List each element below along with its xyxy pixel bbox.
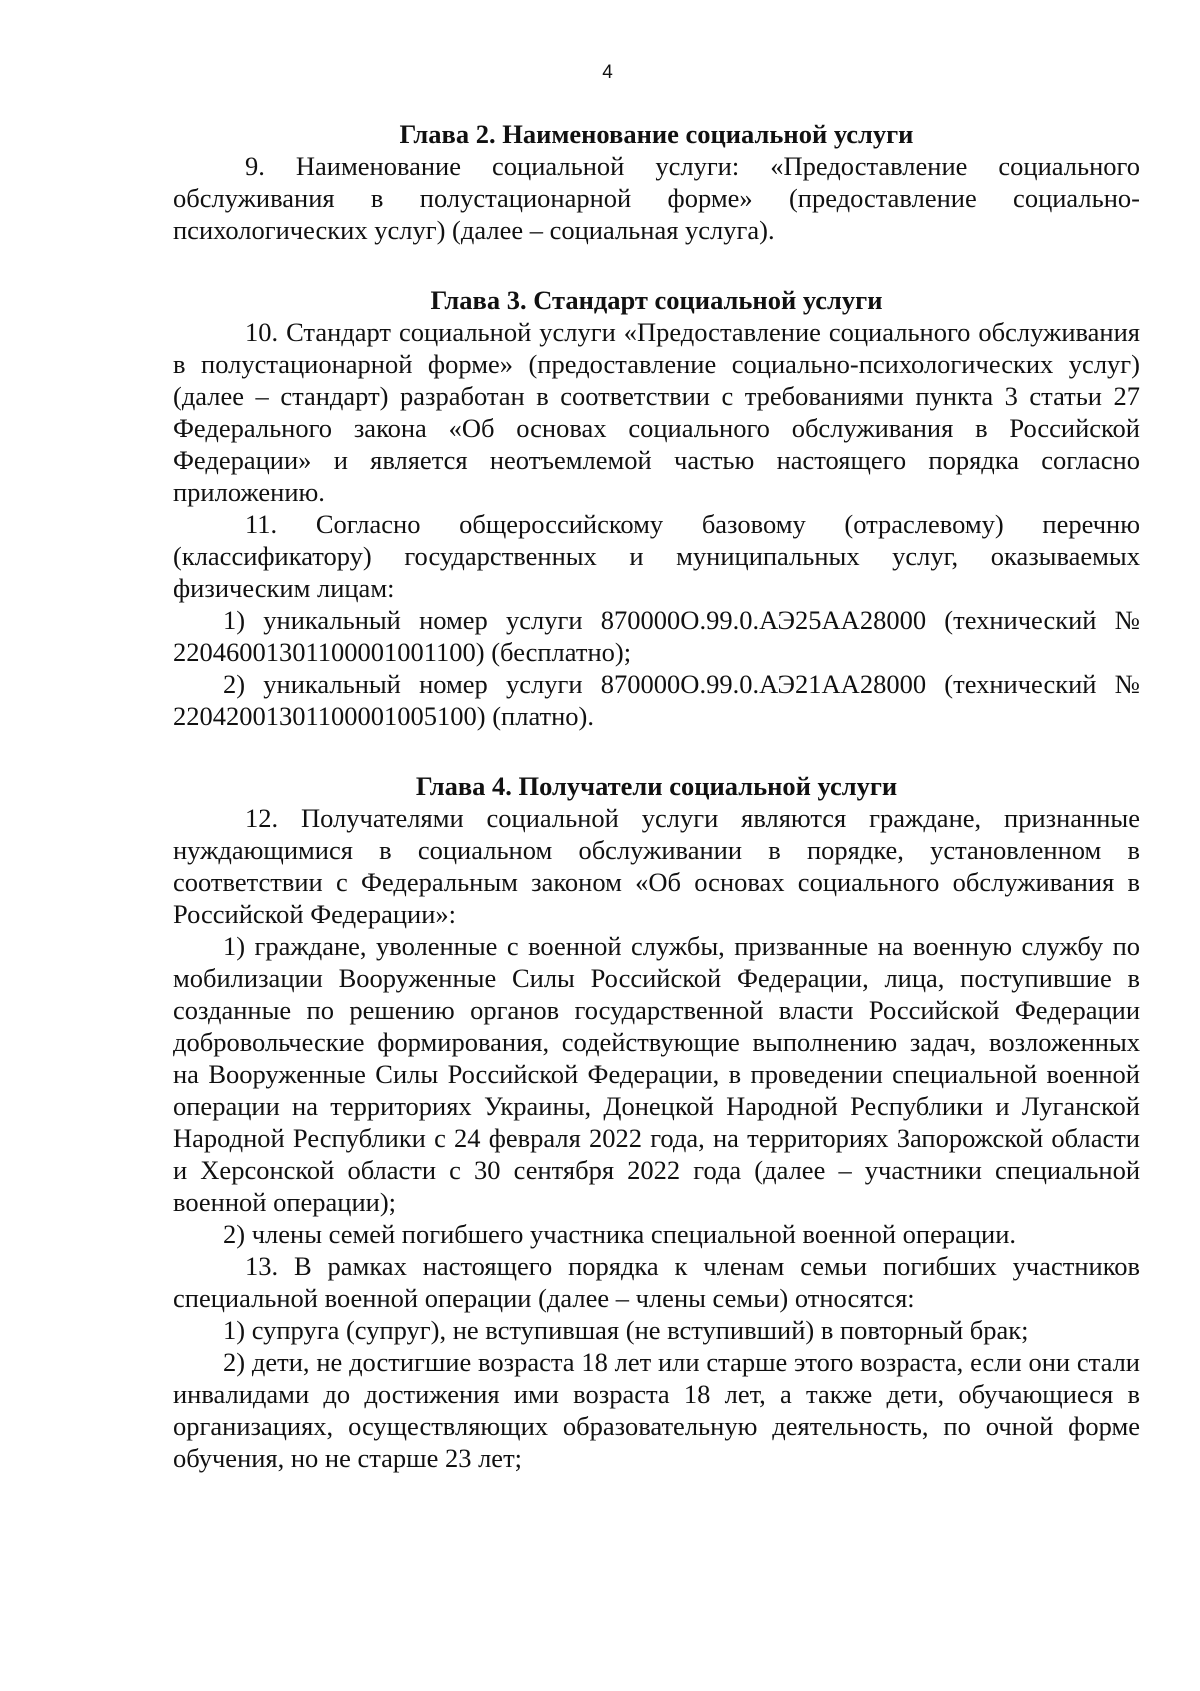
paragraph-10: 10. Стандарт социальной услуги «Предоставление социального обслуживания в полустационарной форме» (предоставление социально-психологических услуг) (далее – стандарт) разработан в соответствии с требованиями пункта 3 статьи 27 Федерального закона «Об основах социального обслуживания в Российской Федерации» и является неотъемлемой частью настоящего порядка согласно приложению.	[173, 317, 1140, 507]
paragraph-12: 12. Получателями социальной услуги являются граждане, признанные нуждающимися в социальном обслуживании в порядке, установленном в соответствии с Федеральным законом «Об основах социального обслуживания в Российской Федерации»:	[173, 803, 1140, 929]
paragraph-13: 13. В рамках настоящего порядка к членам семьи погибших участников специальной военной операции (далее – члены семьи) относятся:	[173, 1251, 1140, 1313]
chapter-3-heading: Глава 3. Стандарт социальной услуги	[430, 285, 883, 315]
chapter-2-heading: Глава 2. Наименование социальной услуги	[399, 119, 914, 149]
paragraph-9: 9. Наименование социальной услуги: «Предоставление социального обслуживания в полустационарной форме» (предоставление социально-психологических услуг) (далее – социальная услуга).	[173, 151, 1140, 245]
paragraph-12-item-1: 1) граждане, уволенные с военной службы, призванные на военную службу по мобилизации Вооруженные Силы Российской Федерации, лица, поступившие в созданные по решению органов государственной власти Российской Федерации добровольческие формирования, содействующие выполнению задач, возложенных на Вооруженные Силы Российской Федерации, в проведении специальной военной операции на территориях Украины, Донецкой Народной Республики и Луганской Народной Республики с 24 февраля 2022 года, на территориях Запорожской области и Херсонской области с 30 сентября 2022 года (далее – участники специальной военной операции);	[173, 931, 1140, 1217]
paragraph-12-item-2: 2) члены семей погибшего участника специальной военной операции.	[223, 1219, 1017, 1249]
paragraph-13-item-1: 1) супруга (супруг), не вступившая (не вступивший) в повторный брак;	[223, 1315, 1029, 1345]
paragraph-11-item-2: 2) уникальный номер услуги 870000О.99.0.АЭ21АА28000 (технический № 22042001301100001005100) (платно).	[173, 669, 1140, 731]
paragraph-13-item-2: 2) дети, не достигшие возраста 18 лет или старше этого возраста, если они стали инвалидами до достижения ими возраста 18 лет, а также дети, обучающиеся в организациях, осуществляющих образовательную деятельность, по очной форме обучения, но не старше 23 лет;	[173, 1347, 1140, 1473]
paragraph-11: 11. Согласно общероссийскому базовому (отраслевому) перечню (классификатору) государственных и муниципальных услуг, оказываемых физическим лицам:	[173, 509, 1140, 603]
page-number: 4	[602, 62, 613, 83]
paragraph-11-item-1: 1) уникальный номер услуги 870000О.99.0.АЭ25АА28000 (технический № 22046001301100001001100) (бесплатно);	[173, 605, 1140, 667]
document-body	[173, 118, 1140, 1474]
chapter-4-heading: Глава 4. Получатели социальной услуги	[415, 771, 898, 801]
